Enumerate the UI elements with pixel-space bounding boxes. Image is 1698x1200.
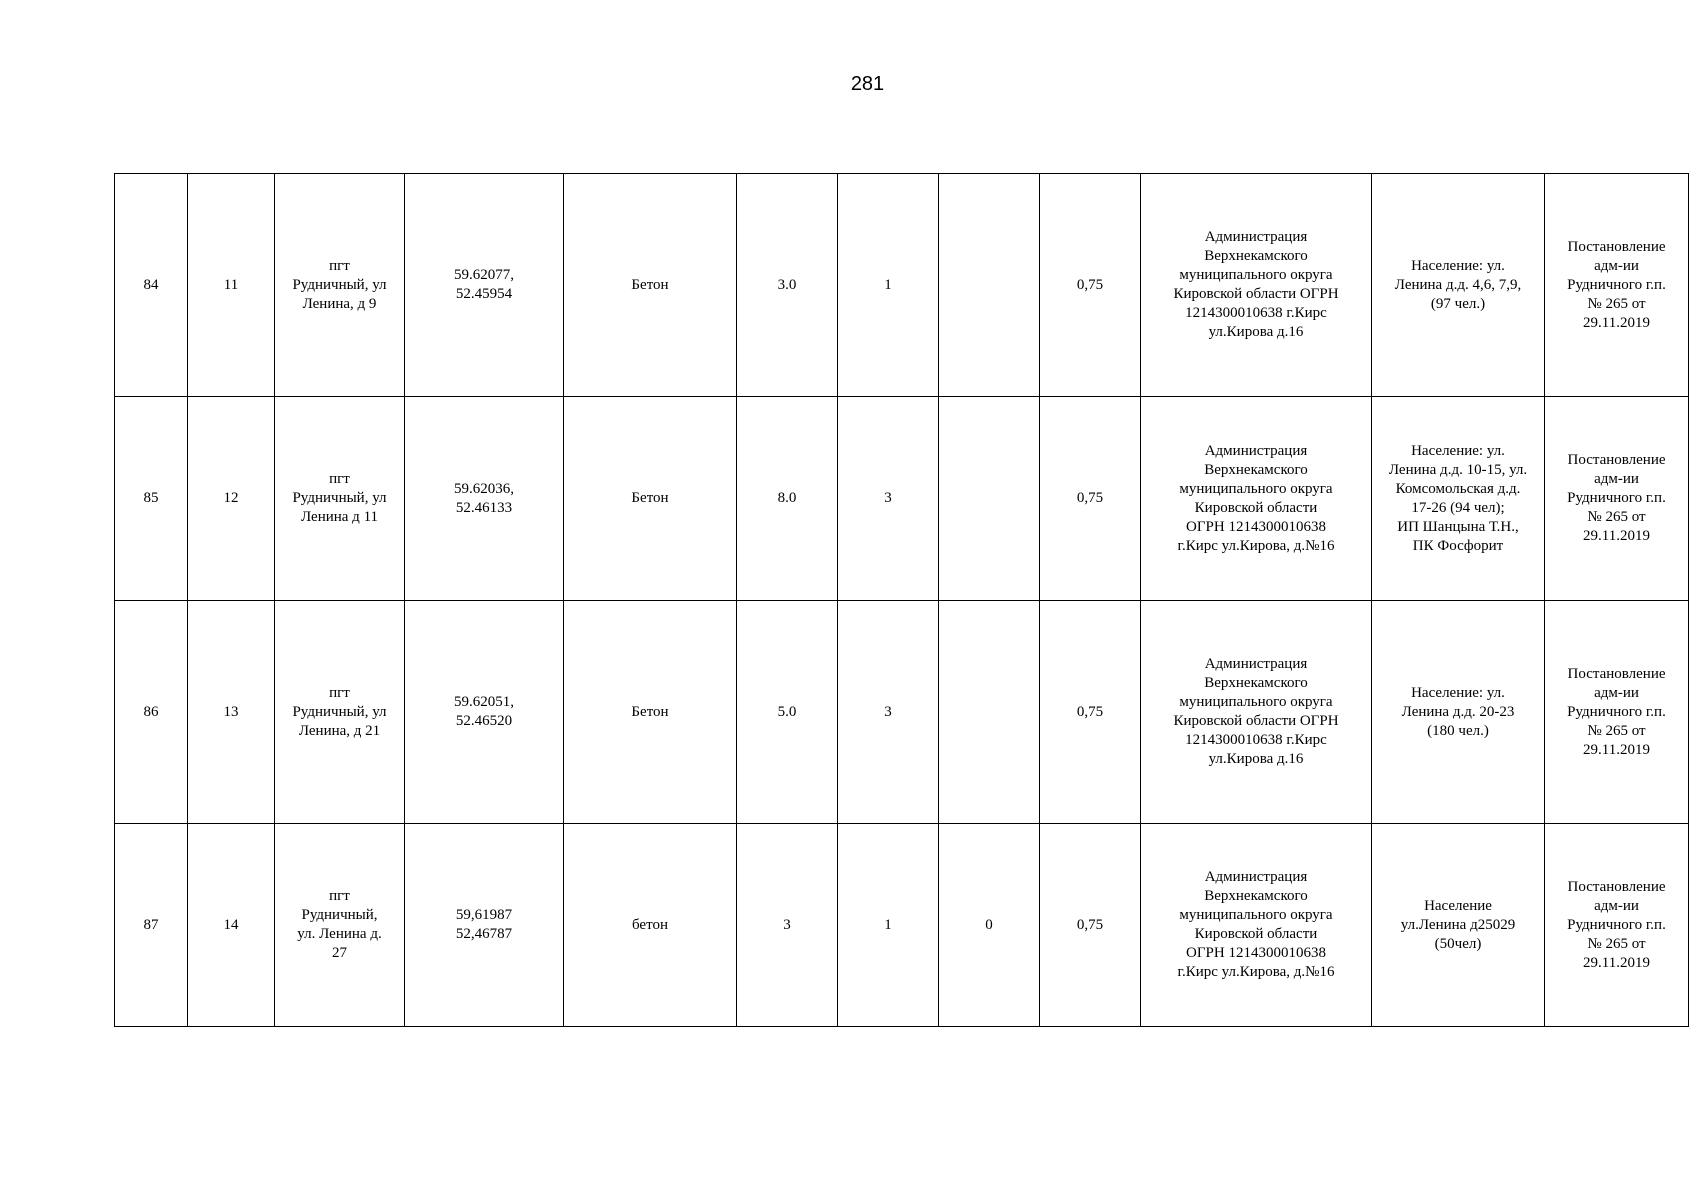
address-cell: пгт Рудничный, ул Ленина, д 21: [275, 601, 405, 824]
containers-cell: 1: [838, 824, 939, 1027]
area-cell: 5.0: [737, 601, 838, 824]
sources-cell: Население: ул. Ленина д.д. 4,6, 7,9, (97 чел.): [1372, 174, 1545, 397]
table-row: [115, 601, 1689, 824]
sub-number: 14: [188, 824, 275, 1027]
basis-cell: Постановление адм-ии Рудничного г.п. № 265 от 29.11.2019: [1545, 397, 1689, 601]
col8-cell: [939, 174, 1040, 397]
containers-cell: 3: [838, 601, 939, 824]
basis-cell: Постановление адм-ии Рудничного г.п. № 265 от 29.11.2019: [1545, 174, 1689, 397]
containers-cell: 1: [838, 174, 939, 397]
sources-cell: Население: ул. Ленина д.д. 10-15, ул. Комсомольская д.д. 17-26 (94 чел); ИП Шанцына Т.Н., ПК Фосфорит: [1372, 397, 1545, 601]
row-number: 84: [115, 174, 188, 397]
coordinates-cell: 59,61987 52,46787: [405, 824, 564, 1027]
table-row: [115, 397, 1689, 601]
basis-cell: Постановление адм-ии Рудничного г.п. № 265 от 29.11.2019: [1545, 601, 1689, 824]
surface-cell: Бетон: [564, 174, 737, 397]
surface-cell: бетон: [564, 824, 737, 1027]
sub-number: 13: [188, 601, 275, 824]
area-cell: 3.0: [737, 174, 838, 397]
sub-number: 11: [188, 174, 275, 397]
waste-site-registry-table: [114, 173, 1689, 1027]
col8-cell: 0: [939, 824, 1040, 1027]
coordinates-cell: 59.62036, 52.46133: [405, 397, 564, 601]
owner-cell: Администрация Верхнекамского муниципального округа Кировской области ОГРН 1214300010638 г.Кирс ул.Кирова, д.№16: [1141, 397, 1372, 601]
area-cell: 3: [737, 824, 838, 1027]
row-number: 85: [115, 397, 188, 601]
row-number: 86: [115, 601, 188, 824]
address-cell: пгт Рудничный, ул. Ленина д. 27: [275, 824, 405, 1027]
row-number: 87: [115, 824, 188, 1027]
owner-cell: Администрация Верхнекамского муниципального округа Кировской области ОГРН 1214300010638 г.Кирс ул.Кирова д.16: [1141, 601, 1372, 824]
surface-cell: Бетон: [564, 397, 737, 601]
sources-cell: Население: ул. Ленина д.д. 20-23 (180 чел.): [1372, 601, 1545, 824]
area-cell: 8.0: [737, 397, 838, 601]
owner-cell: Администрация Верхнекамского муниципального округа Кировской области ОГРН 1214300010638 г.Кирс ул.Кирова д.16: [1141, 174, 1372, 397]
col8-cell: [939, 397, 1040, 601]
page-number: 281: [850, 73, 885, 95]
basis-cell: Постановление адм-ии Рудничного г.п. № 265 от 29.11.2019: [1545, 824, 1689, 1027]
volume-cell: 0,75: [1040, 174, 1141, 397]
containers-cell: 3: [838, 397, 939, 601]
volume-cell: 0,75: [1040, 824, 1141, 1027]
address-cell: пгт Рудничный, ул Ленина д 11: [275, 397, 405, 601]
col8-cell: [939, 601, 1040, 824]
surface-cell: Бетон: [564, 601, 737, 824]
table-row: [115, 824, 1689, 1027]
coordinates-cell: 59.62077, 52.45954: [405, 174, 564, 397]
sources-cell: Население ул.Ленина д25029 (50чел): [1372, 824, 1545, 1027]
owner-cell: Администрация Верхнекамского муниципального округа Кировской области ОГРН 1214300010638 г.Кирс ул.Кирова, д.№16: [1141, 824, 1372, 1027]
coordinates-cell: 59.62051, 52.46520: [405, 601, 564, 824]
address-cell: пгт Рудничный, ул Ленина, д 9: [275, 174, 405, 397]
volume-cell: 0,75: [1040, 397, 1141, 601]
sub-number: 12: [188, 397, 275, 601]
table-row: [115, 174, 1689, 397]
volume-cell: 0,75: [1040, 601, 1141, 824]
